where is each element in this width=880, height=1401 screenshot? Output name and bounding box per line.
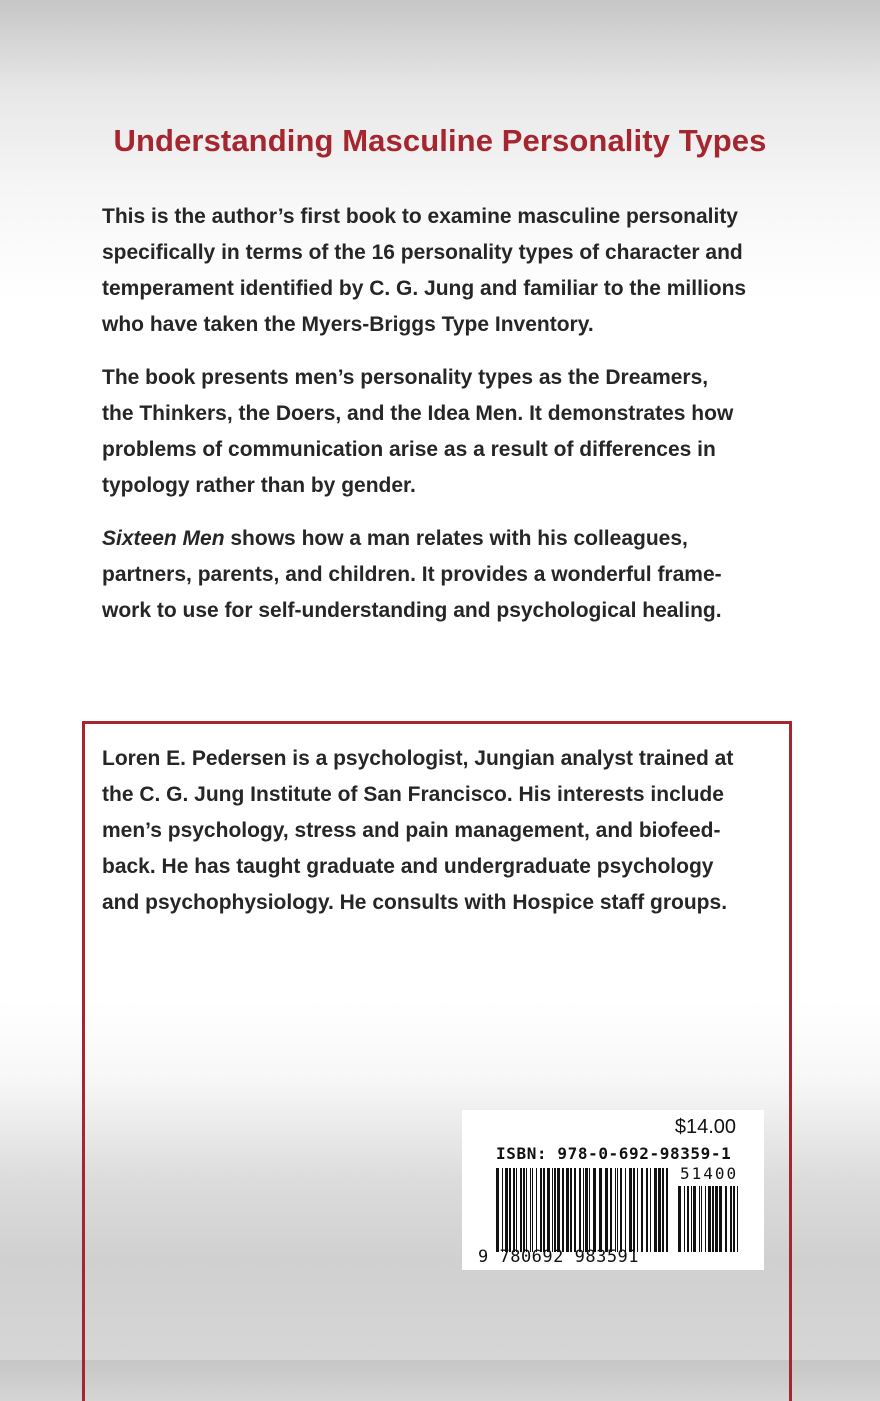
barcode-bar [654,1168,657,1252]
barcode-bar [502,1168,503,1252]
barcode-bar [505,1168,508,1252]
text-line: typology rather than by gender. [102,474,416,497]
barcode-bar [662,1168,664,1252]
barcode-bar [725,1186,727,1252]
barcode-bar [554,1168,556,1252]
barcode-bar [666,1168,668,1252]
barcode-bar [684,1186,685,1252]
barcode-bar [730,1186,732,1252]
ean-digits: 9 780692 983591 [478,1247,640,1267]
text-line: Loren E. Pedersen is a psychologist, Jungian analyst trained at [102,747,734,770]
barcode-bar [574,1168,576,1252]
text-fragment: shows how a man relates with his colleagues, [224,527,688,550]
barcode-bar [605,1168,608,1252]
barcode-bar [543,1168,545,1252]
text-line: and psychophysiology. He consults with Hospice staff groups. [102,891,728,914]
ean-barcode-bars [496,1168,674,1252]
text-line: the Thinkers, the Doers, and the Idea Men. It demonstrates how [102,402,734,425]
price-addon-digits: 51400 [680,1164,739,1183]
barcode-bar [579,1168,581,1252]
barcode-bar [566,1168,569,1252]
barcode-bar [693,1186,696,1252]
barcode-bar [737,1186,738,1252]
barcode-bar [617,1168,618,1252]
text-line: temperament identified by C. G. Jung and familiar to the millions [102,277,747,300]
barcode-bar [562,1168,564,1252]
barcode-bar [701,1186,702,1252]
barcode-bar [715,1186,718,1252]
text-line: partners, parents, and children. It provides a wonderful frame- [102,563,722,586]
barcode-bar [520,1168,522,1252]
description-paragraph-2 [102,360,802,504]
barcode-bar [650,1168,651,1252]
barcode-bar [540,1168,542,1252]
barcode-bar [496,1168,499,1252]
text-line: who have taken the Myers-Briggs Type Inventory. [102,313,594,336]
barcode-bar [557,1168,560,1252]
barcode-bar [678,1186,681,1252]
barcode-bar [593,1168,596,1252]
barcode-bar [637,1168,638,1252]
barcode-bar [629,1168,632,1252]
barcode-bar [513,1168,515,1252]
text-line: problems of communication arise as a result of differences in [102,438,716,461]
back-cover-title: Understanding Masculine Personality Types [113,123,767,158]
barcode-bar [708,1186,711,1252]
text-line: work to use for self-understanding and psychological healing. [102,599,722,622]
barcode-bar [610,1168,612,1252]
barcode-bar [719,1186,722,1252]
isbn-label: ISBN: 978-0-692-98359-1 [496,1144,732,1163]
barcode-bar [530,1168,531,1252]
barcode-bar [646,1168,648,1252]
barcode-bar [712,1186,714,1252]
text-line: specifically in terms of the 16 personality types of character and [102,241,743,264]
barcode-bar [583,1168,584,1252]
barcode-bar [687,1186,689,1252]
text-line: The book presents men’s personality types as the Dreamers, [102,366,709,389]
barcode-bar [599,1168,602,1252]
text-line: This is the author’s first book to examine masculine personality [102,205,738,228]
barcode-bar [547,1168,550,1252]
barcode-bar [625,1168,626,1252]
barcode-bar [552,1168,553,1252]
barcode-bar [570,1168,572,1252]
text-line: men’s psychology, stress and pain management, and biofeed- [102,819,721,842]
barcode-bar [633,1168,635,1252]
barcode-bar [585,1168,588,1252]
barcode-bar [509,1168,511,1252]
barcode-bar [523,1168,525,1252]
addon-barcode-bars [678,1186,744,1252]
text-line: the C. G. Jung Institute of San Francisco. His interests include [102,783,724,806]
price-label: $14.00 [674,1116,736,1138]
text-line: back. He has taught graduate and undergraduate psychology [102,855,714,878]
description-paragraph-1 [102,199,802,343]
barcode-bar [691,1186,692,1252]
barcode-bar [516,1168,517,1252]
barcode-bar [620,1168,622,1252]
barcode-bar [641,1168,643,1252]
barcode-bar [658,1168,661,1252]
barcode-block [462,1110,764,1270]
description-paragraph-3 [102,521,802,629]
book-title-italic: Sixteen Men [102,527,225,550]
barcode-bar [589,1168,590,1252]
barcode-bar [705,1186,706,1252]
author-bio [102,741,802,921]
book-description [102,199,802,646]
barcode-bar [733,1186,735,1252]
barcode-bar [615,1168,616,1252]
barcode-bar [532,1168,533,1252]
barcode-bar [536,1168,537,1252]
barcode-bar [526,1168,527,1252]
barcode-bar [699,1186,700,1252]
text-line [102,521,802,557]
